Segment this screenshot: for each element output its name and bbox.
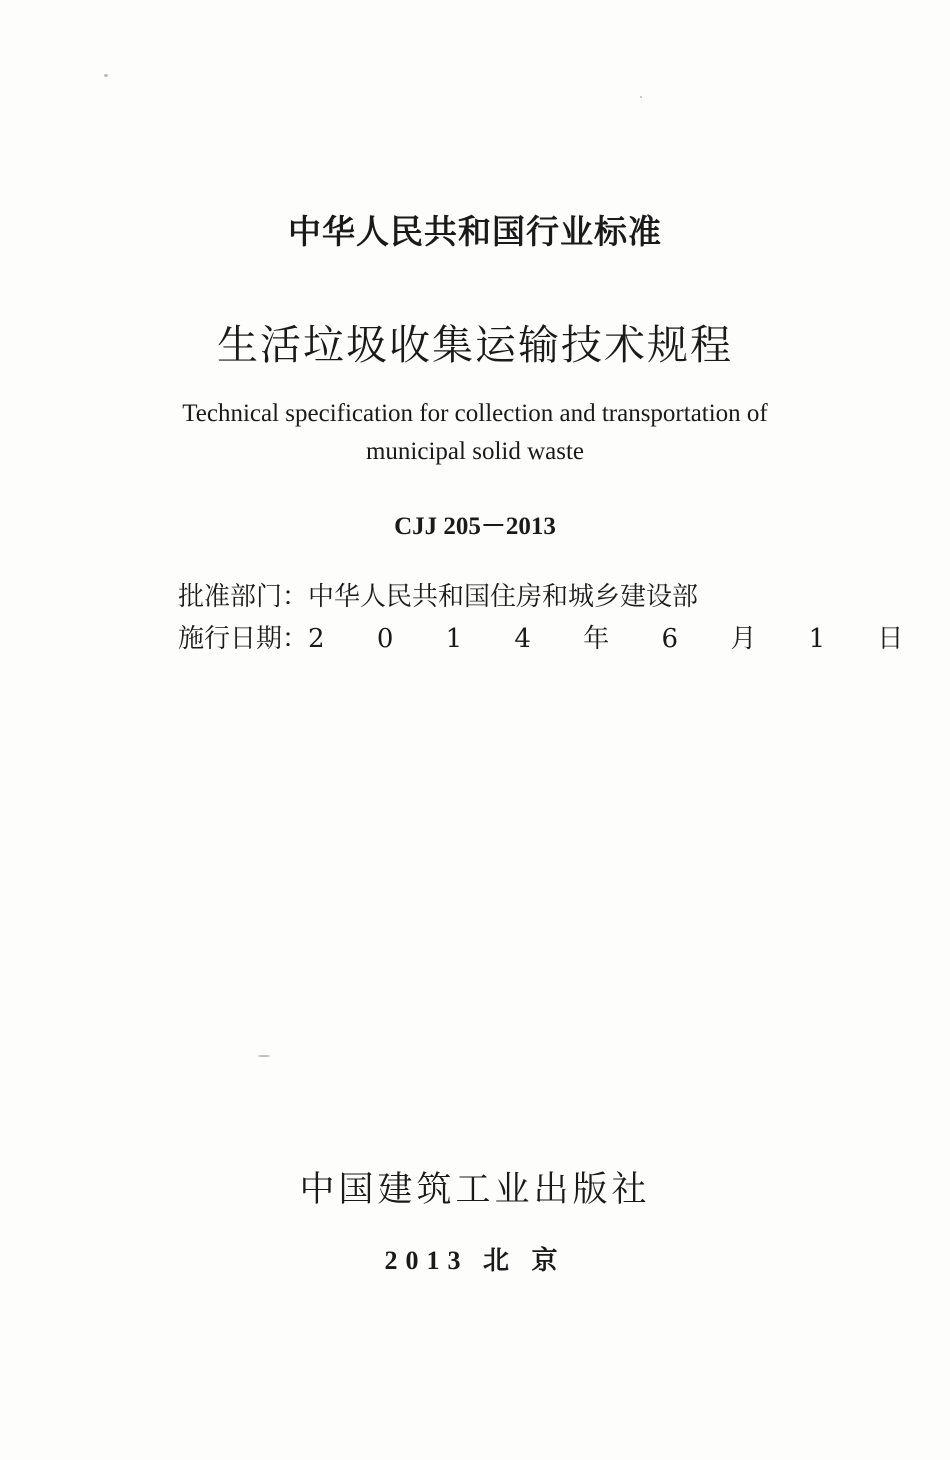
publication-year-place: 2013 北 京 — [384, 1246, 566, 1275]
effective-date — [178, 618, 925, 655]
publisher-name: 中国建筑工业出版社 — [299, 1170, 651, 1210]
effective-label: 施行日期： — [178, 624, 309, 654]
standard-category: 中华人民共和国行业标准 — [288, 212, 662, 251]
title-english-line-1: Technical specification for collection and transportation of — [182, 400, 768, 427]
effective-value: 2 0 1 4 年 6 月 1 日 — [308, 624, 926, 654]
approval-label: 批准部门： — [178, 582, 309, 612]
approval-department — [178, 576, 698, 613]
scan-speck — [258, 1055, 270, 1057]
scan-speck — [104, 74, 108, 77]
title-english-line-2: municipal solid waste — [365, 438, 585, 465]
scan-speck — [640, 96, 642, 98]
standard-code: CJJ 205－2013 — [394, 513, 556, 540]
approval-value: 中华人民共和国住房和城乡建设部 — [308, 582, 699, 612]
title-chinese: 生活垃圾收集运输技术规程 — [217, 321, 733, 369]
